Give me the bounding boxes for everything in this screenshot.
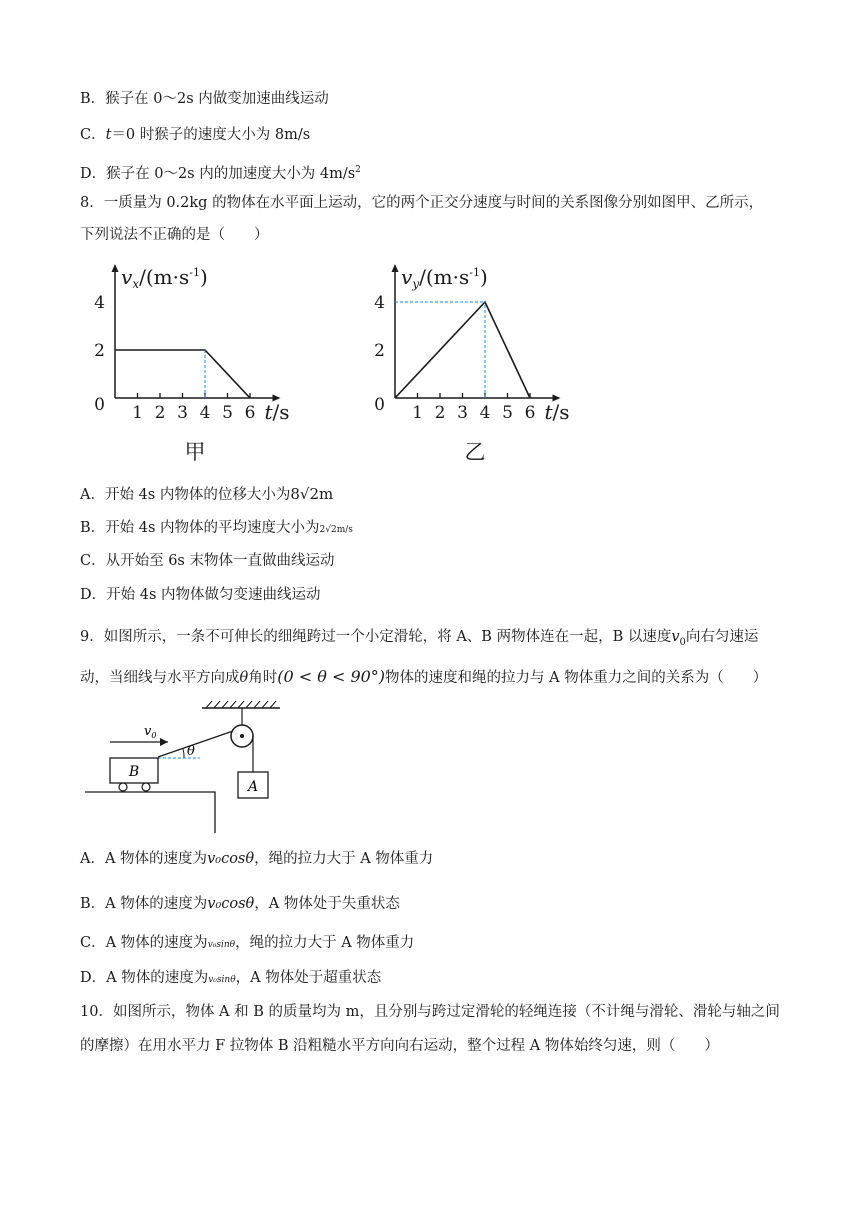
- q7-option-d: D．猴子在 0～2s 内的加速度大小为 $4m/s^2$: [80, 165, 361, 182]
- block-a-label: A: [247, 779, 259, 795]
- x-tick-label: 2: [434, 403, 446, 423]
- x-tick-label: 2: [154, 403, 166, 423]
- y-tick-label: 2: [94, 341, 105, 361]
- y-tick-label: 0: [94, 395, 105, 415]
- x-tick-label: 4: [479, 403, 491, 423]
- x-tick-label: 3: [457, 403, 468, 423]
- q8-option-c: C．从开始至 6s 末物体一直做曲线运动: [80, 553, 335, 569]
- q9-option-a: A．A 物体的速度为v₀cosθ，绳的拉力大于 A 物体重力: [80, 851, 434, 867]
- chart-jia-plot: [94, 264, 289, 464]
- x-tick-label: 6: [524, 403, 536, 423]
- chart-caption: 甲: [184, 440, 206, 464]
- x-tick-label: 3: [177, 403, 188, 423]
- y-tick-label: 0: [374, 395, 385, 415]
- series-line: [115, 350, 250, 398]
- q8-stem-line2: 下列说法不正确的是（ ）: [80, 227, 269, 243]
- chart-jia: [80, 258, 340, 468]
- x-tick-label: 1: [132, 403, 143, 423]
- y-axis-arrow: [112, 264, 119, 272]
- v0-label: $v_0$: [144, 724, 157, 740]
- q7-option-c: C．t＝0 时猴子的速度大小为 8m/s: [80, 127, 311, 143]
- table-edge: [85, 792, 215, 833]
- chart-yi: [360, 258, 620, 468]
- chart-yi-plot: [374, 264, 569, 464]
- series-line: [395, 302, 530, 398]
- chart-caption: 乙: [464, 440, 486, 464]
- cart-b-label: B: [128, 764, 140, 780]
- q8-option-d: D．开始 4s 内物体做匀变速曲线运动: [80, 587, 321, 603]
- y-tick-label: 4: [374, 293, 385, 313]
- q9-stem: 9．如图所示，一条不可伸长的细绳跨过一个小定滑轮，将 A、B 两物体连在一起，B 以速度$v_0$向右匀速运动，当细线与水平方向成θ角时(0 < θ < 90°)物体的速度和绳的拉力与 A 物体重力之间的关系为（ ）: [80, 629, 768, 686]
- y-tick-label: 4: [94, 293, 105, 313]
- x-axis-label: t/s: [264, 400, 290, 424]
- q9-option-d: D．A 物体的速度为v₀sinθ，A 物体处于超重状态: [80, 970, 382, 986]
- y-axis-arrow: [392, 264, 399, 272]
- q9-option-c: C．A 物体的速度为v₀sinθ，绳的拉力大于 A 物体重力: [80, 935, 415, 951]
- q8-stem-line1: 8．一质量为 0.2kg 的物体在水平面上运动，它的两个正交分速度与时间的关系图像分别如图甲、乙所示，: [80, 195, 764, 211]
- y-tick-label: 2: [374, 341, 385, 361]
- y-axis-label: $v_x/(m\cdot s^{-1})$: [121, 265, 208, 291]
- x-axis-label: t/s: [544, 400, 570, 424]
- y-axis-label: $v_y/(m\cdot s^{-1})$: [401, 265, 488, 291]
- q9-option-b: B．A 物体的速度为v₀cosθ，A 物体处于失重状态: [80, 896, 400, 912]
- x-tick-label: 5: [222, 403, 233, 423]
- q8-option-b: B．开始 4s 内物体的平均速度大小为2√2m/s: [80, 520, 353, 536]
- rope-to-b: [158, 731, 233, 757]
- x-tick-label: 1: [412, 403, 423, 423]
- x-tick-label: 6: [244, 403, 256, 423]
- q7-option-b: B．猴子在 0～2s 内做变加速曲线运动: [80, 91, 329, 107]
- x-tick-label: 4: [199, 403, 211, 423]
- ceiling-hatch: [206, 701, 276, 708]
- q10-stem: 10．如图所示，物体 A 和 B 的质量均为 m，且分别与跨过定滑轮的轻绳连接（不计绳与滑轮、滑轮与轴之间的摩擦）在用水平力 F 拉物体 B 沿粗糙水平方向向右运动，整个过程 A 物体始终匀速，则（ ）: [80, 1004, 780, 1054]
- pulley-diagram: [80, 700, 300, 835]
- q8-option-a: A．开始 4s 内物体的位移大小为8√2m: [80, 485, 334, 503]
- theta-label: θ: [187, 744, 195, 759]
- x-tick-label: 5: [502, 403, 513, 423]
